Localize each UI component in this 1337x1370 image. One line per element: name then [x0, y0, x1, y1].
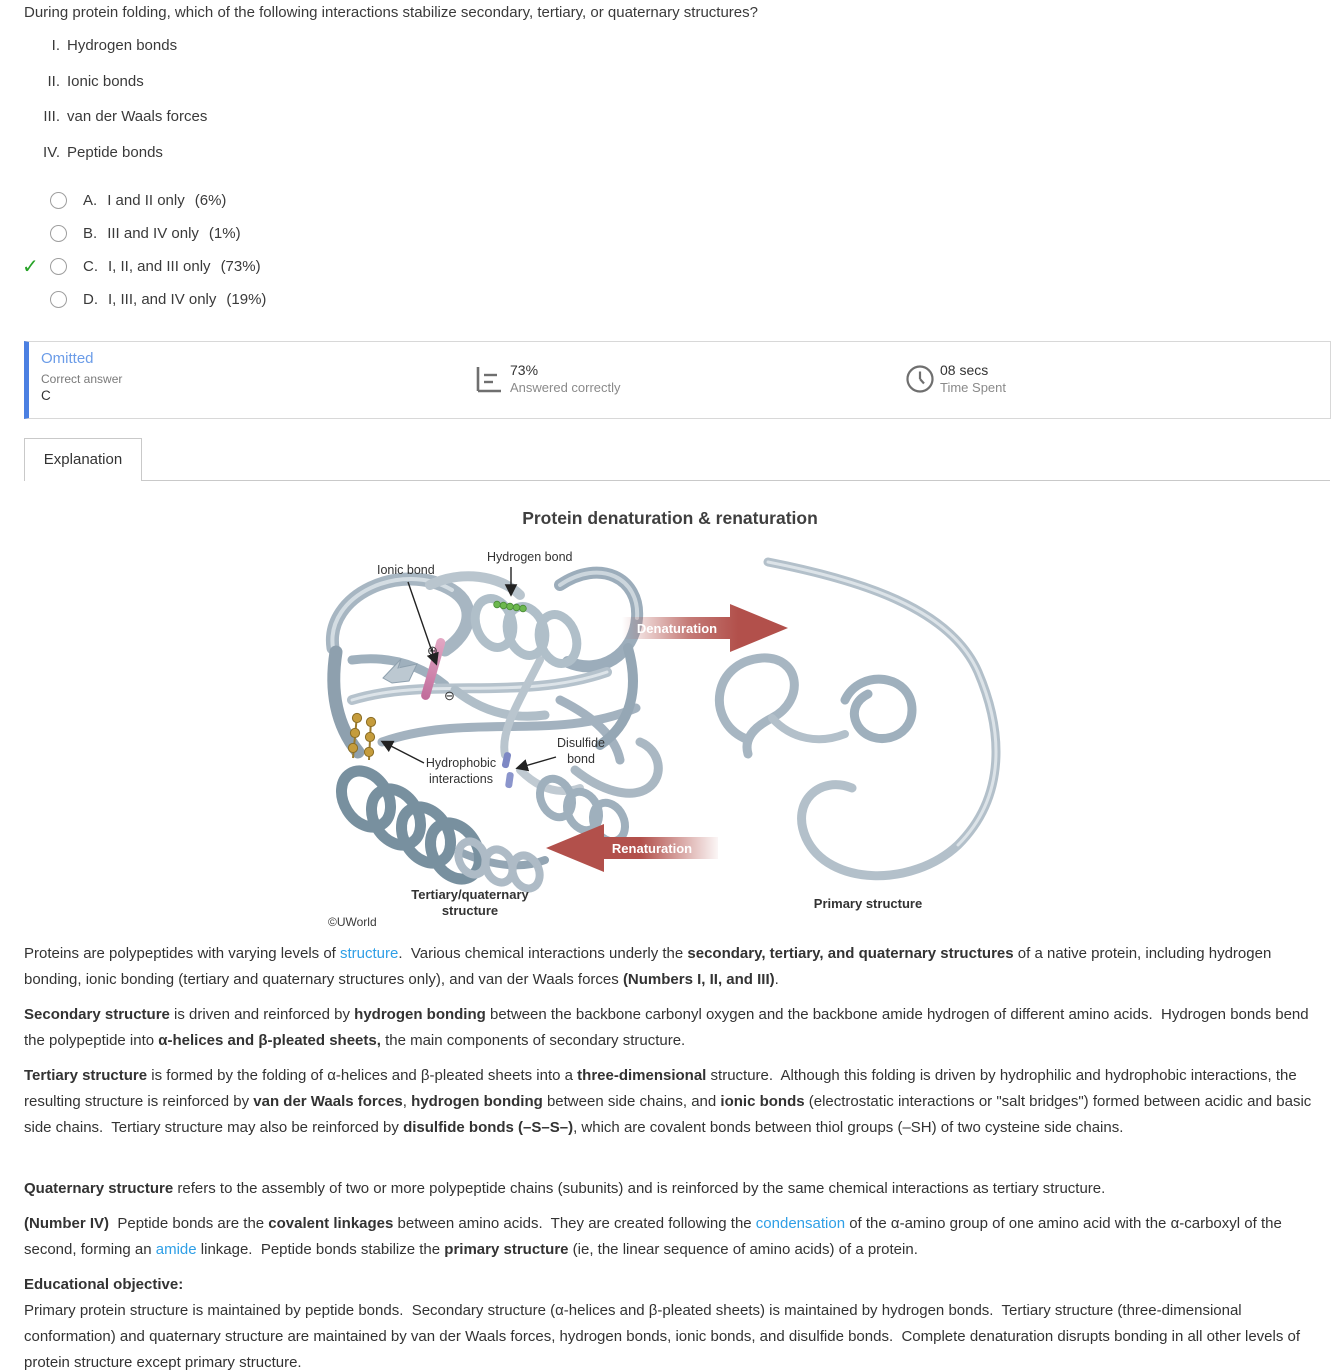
inline-link[interactable]: structure: [340, 945, 399, 962]
numeral-label: III.: [43, 108, 60, 125]
text-segment: linkage. Peptide bonds stabilize the: [196, 1241, 445, 1258]
numeral-label: I.: [51, 37, 60, 54]
numeral-text: Peptide bonds: [67, 144, 163, 161]
text-segment: of the α-amino group of one amino acid with the α-carboxyl of the second, forming an: [24, 1215, 1286, 1258]
text-segment: ionic bonds: [720, 1093, 805, 1110]
renaturation-arrow-label: Renaturation: [611, 841, 693, 856]
text-segment: , which are covalent bonds between thiol groups (–SH) of two cysteine side chains.: [573, 1119, 1124, 1136]
caption-tertiary-line2: structure: [441, 903, 499, 918]
label-ionic-bond: Ionic bond: [377, 563, 435, 577]
tab-explanation[interactable]: Explanation: [24, 438, 142, 481]
option-text: I and II only: [107, 191, 185, 209]
tab-divider: [140, 480, 1330, 481]
status-omitted: Omitted: [41, 350, 94, 367]
numeral-item-3: [24, 108, 207, 125]
option-letter: A.: [83, 191, 98, 209]
time-spent-value: 08 secs: [940, 362, 989, 378]
label-disulfide-line1: Disulfide: [557, 736, 605, 750]
caption-primary-structure: Primary structure: [813, 896, 923, 911]
option-letter: D.: [83, 290, 98, 308]
text-segment: . Various chemical interactions underly the: [398, 945, 688, 962]
question-stem: During protein folding, which of the following interactions stabilize secondary, tertiary, or quaternary structures?: [24, 4, 758, 21]
answer-option-d[interactable]: [22, 289, 266, 309]
unfolded-protein-ribbon: [719, 562, 996, 876]
label-hydrophobic-line1: Hydrophobic: [425, 756, 497, 770]
denaturation-arrow: [622, 604, 788, 652]
percent-correct-caption: Answered correctly: [510, 380, 621, 395]
explanation-paragraph-1: [24, 941, 1326, 993]
label-hydrophobic-line2: interactions: [429, 772, 493, 786]
explanation-paragraph-2: [24, 1002, 1326, 1054]
plus-charge-symbol: ⊕: [427, 643, 438, 658]
explanation-paragraph-5: [24, 1211, 1326, 1263]
numeral-label: IV.: [43, 144, 60, 161]
option-letter: C.: [83, 257, 98, 275]
explanation-paragraph-3: [24, 1063, 1326, 1141]
option-text: I, II, and III only: [108, 257, 211, 275]
label-disulfide-line2: bond: [567, 752, 595, 766]
option-text: I, III, and IV only: [108, 290, 217, 308]
radio-button-c[interactable]: [50, 258, 67, 275]
text-segment: Tertiary structure: [24, 1067, 148, 1084]
minus-charge-symbol: ⊖: [444, 688, 455, 703]
text-segment: is driven and reinforced by: [169, 1006, 355, 1023]
text-segment: between the backbone carbonyl oxygen and the backbone amide hydrogen of different amino acids. Hydrogen bonds bend the polypeptide into: [24, 1006, 1313, 1049]
numeral-item-2: [24, 73, 144, 90]
text-segment: α-helices and β-pleated sheets,: [158, 1032, 381, 1049]
uworld-copyright: ©UWorld: [328, 915, 377, 929]
inline-link[interactable]: condensation: [755, 1215, 846, 1232]
numeral-item-4: [24, 144, 163, 161]
numeral-text: van der Waals forces: [67, 108, 208, 125]
text-segment: disulfide bonds (–S–S–): [403, 1119, 574, 1136]
text-segment: (ie, the linear sequence of amino acids) of a protein.: [568, 1241, 918, 1258]
text-segment: hydrogen bonding: [411, 1093, 543, 1110]
text-segment: Secondary structure: [24, 1006, 170, 1023]
result-summary-card: [24, 341, 1331, 419]
text-segment: .: [774, 971, 779, 988]
numeral-text: Hydrogen bonds: [67, 37, 178, 54]
radio-button-d[interactable]: [50, 291, 67, 308]
text-segment: Peptide bonds are the: [109, 1215, 269, 1232]
radio-button-b[interactable]: [50, 225, 67, 242]
caption-tertiary-line1: Tertiary/quaternary: [411, 887, 529, 902]
correct-answer-label: Correct answer: [41, 372, 123, 386]
bar-chart-icon: [473, 364, 503, 396]
protein-denaturation-figure: [310, 540, 1040, 935]
text-segment: of a native protein, including hydrogen bonding, ionic bonding (tertiary and quaternary structures only), and van der Waals forces: [24, 945, 1276, 988]
text-segment: covalent linkages: [268, 1215, 394, 1232]
label-hydrogen-bond: Hydrogen bond: [487, 550, 573, 564]
text-segment: structure. Although this folding is driven by hydrophilic and hydrophobic interactions, the resulting structure is reinforced by: [24, 1067, 1301, 1110]
text-segment: hydrogen bonding: [354, 1006, 486, 1023]
text-segment: the main components of secondary structure.: [380, 1032, 686, 1049]
text-segment: between amino acids. They are created following the: [393, 1215, 756, 1232]
text-segment: primary structure: [444, 1241, 569, 1258]
text-segment: Primary protein structure is maintained by peptide bonds. Secondary structure (α-helices and β-pleated sheets) is maintained by hydrogen bonds. Tertiary structure (three-dimensional conformation) and quaternary structure are maintained by van der Waals forces, hydrogen bonds, ionic bonds, and disulfide bonds. Complete denaturation disrupts bonding in all other levels of protein structure except primary structure.: [24, 1302, 1305, 1370]
text-segment: refers to the assembly of two or more polypeptide chains (subunits) and is reinforced by the same chemical interactions as tertiary structure.: [173, 1180, 1106, 1197]
correct-answer-value: C: [41, 388, 51, 403]
percent-correct-value: 73%: [510, 362, 539, 378]
inline-link[interactable]: amide: [155, 1241, 197, 1258]
educational-objective-heading: Educational objective:: [24, 1276, 184, 1293]
denaturation-arrow-label: Denaturation: [636, 621, 718, 636]
numeral-text: Ionic bonds: [67, 73, 144, 90]
option-percent: (1%): [208, 224, 241, 242]
explanation-paragraph-4: [24, 1176, 1326, 1202]
text-segment: three-dimensional: [577, 1067, 707, 1084]
renaturation-arrow: [546, 824, 718, 872]
numeral-item-1: [24, 37, 177, 54]
text-segment: (Number IV): [24, 1215, 110, 1232]
numeral-label: II.: [47, 73, 60, 90]
text-segment: ,: [402, 1093, 412, 1110]
figure-title: Protein denaturation & renaturation: [522, 508, 818, 528]
text-segment: van der Waals forces: [253, 1093, 403, 1110]
text-segment: Quaternary structure: [24, 1180, 174, 1197]
text-segment: Proteins are polypeptides with varying levels of: [24, 945, 340, 962]
option-percent: (19%): [226, 290, 267, 308]
clock-icon: [905, 363, 937, 395]
text-segment: (Numbers I, II, and III): [622, 971, 775, 988]
text-segment: between side chains, and: [542, 1093, 721, 1110]
time-spent-caption: Time Spent: [940, 380, 1006, 395]
text-segment: secondary, tertiary, and quaternary structures: [687, 945, 1014, 962]
radio-button-a[interactable]: [50, 192, 67, 209]
text-segment: (electrostatic interactions or "salt bridges") formed between acidic and basic side chains. Tertiary structure may also be reinforced by: [24, 1093, 1316, 1136]
text-segment: is formed by the folding of α-helices and β-pleated sheets into a: [147, 1067, 578, 1084]
correct-check-icon: ✓: [22, 254, 39, 278]
option-percent: (6%): [194, 191, 227, 209]
option-percent: (73%): [220, 257, 261, 275]
answer-option-c[interactable]: [22, 256, 261, 276]
option-letter: B.: [83, 224, 98, 242]
answer-option-b[interactable]: [22, 223, 241, 243]
option-text: III and IV only: [107, 224, 199, 242]
answer-option-a[interactable]: [22, 190, 226, 210]
educational-objective-body: [24, 1298, 1326, 1370]
